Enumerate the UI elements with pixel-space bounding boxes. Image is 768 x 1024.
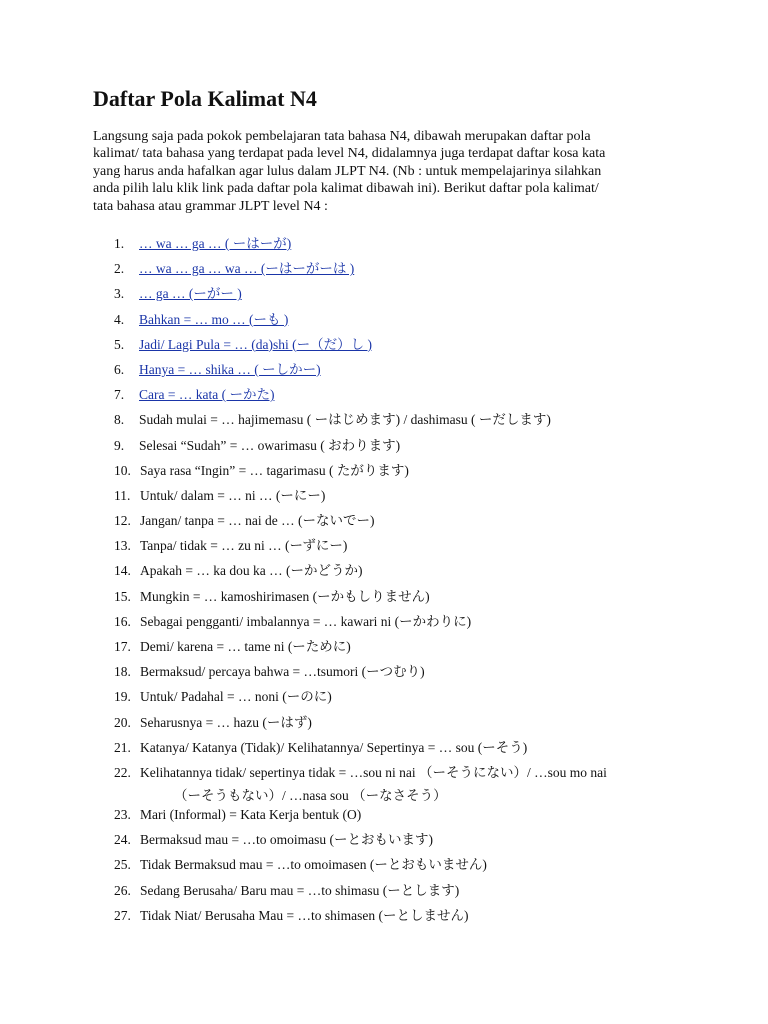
list-item <box>114 906 734 931</box>
list-item-number: 12. <box>114 513 131 529</box>
list-item <box>114 855 734 880</box>
list-item <box>114 612 734 637</box>
list-item-body <box>140 855 487 880</box>
list-item-number: 1. <box>114 236 125 251</box>
list-item-body <box>140 713 312 738</box>
intro-line: yang harus anda hafalkan agar lulus dalam JLPT N4. (Nb : untuk mempelajarinya silahkan <box>93 163 602 179</box>
list-item-number: 21. <box>114 739 131 755</box>
list-item-body <box>140 612 471 637</box>
intro-paragraph <box>93 128 673 215</box>
list-item-body <box>140 738 527 763</box>
list-item-number: 16. <box>114 613 131 629</box>
list-item-number: 23. <box>114 806 131 822</box>
list-item-number: 19. <box>114 689 131 705</box>
pattern-text-continuation: （ーそうもない）/ …nasa sou （ーなさそう） <box>174 787 447 803</box>
intro-line: kalimat/ tata bahasa yang terdapat pada level N4, didalamnya juga terdapat daftar kosa kata <box>93 146 606 162</box>
list-item-body <box>140 830 433 855</box>
pattern-link[interactable]: Hanya = … shika … ( ーしかー) <box>139 361 321 377</box>
list-item-number: 10. <box>114 462 131 478</box>
list-item-number: 9. <box>114 437 125 453</box>
pattern-text: Tidak Bermaksud mau = …to omoimasen (ーとおもいません) <box>140 857 487 873</box>
list-item <box>114 259 734 284</box>
list-item-body <box>139 310 288 335</box>
list-item <box>114 587 734 612</box>
list-item <box>114 561 734 586</box>
list-item <box>114 385 734 410</box>
list-item-body <box>140 906 468 931</box>
list-item-body <box>139 360 321 385</box>
list-item <box>114 360 734 385</box>
intro-line: Langsung saja pada pokok pembelajaran tata bahasa N4, dibawah merupakan daftar pola <box>93 129 591 144</box>
page-title: Daftar Pola Kalimat N4 <box>93 86 317 111</box>
list-item-body <box>139 436 400 461</box>
list-item <box>114 335 734 360</box>
list-item-number: 18. <box>114 664 131 680</box>
list-item-body <box>139 259 354 284</box>
list-item <box>114 536 734 561</box>
list-item-body <box>140 637 351 662</box>
list-item-body <box>140 511 374 536</box>
pattern-text: Demi/ karena = … tame ni (ーために) <box>140 639 351 654</box>
pattern-link[interactable]: … wa … ga … ( ーはーが) <box>139 236 292 251</box>
list-item-number: 27. <box>114 907 131 923</box>
pattern-link[interactable]: Jadi/ Lagi Pula = … (da)shi (ー（だ）し ) <box>139 336 372 352</box>
list-item-number: 25. <box>114 857 131 873</box>
list-item <box>114 284 734 309</box>
list-item <box>114 234 734 259</box>
pattern-text: Tidak Niat/ Berusaha Mau = …to shimasen (ーとしません) <box>140 907 469 923</box>
list-item-body <box>140 461 409 486</box>
list-item-body <box>140 587 430 612</box>
list-item-body <box>140 561 362 586</box>
list-item-number: 8. <box>114 412 125 428</box>
list-item-body <box>140 536 347 561</box>
grammar-pattern-list <box>114 234 734 931</box>
list-item <box>114 486 734 511</box>
list-item-body <box>139 385 274 410</box>
pattern-link[interactable]: … ga … (ーがー ) <box>139 286 242 302</box>
pattern-text: Sebagai pengganti/ imbalannya = … kawari ni (ーかわりに) <box>140 613 472 629</box>
list-item-number: 26. <box>114 882 131 898</box>
list-item-body <box>140 881 459 906</box>
pattern-link[interactable]: … wa … ga … wa … (ーはーがーは ) <box>139 261 355 277</box>
list-item <box>114 637 734 662</box>
list-item <box>114 805 734 830</box>
list-item <box>114 881 734 906</box>
list-item-number: 24. <box>114 832 131 848</box>
list-item <box>114 738 734 763</box>
list-item-number: 14. <box>114 563 131 579</box>
list-item-body <box>140 687 332 712</box>
list-item-body <box>140 486 325 511</box>
pattern-text: Tanpa/ tidak = … zu ni … (ーずにー) <box>140 538 348 554</box>
list-item-body <box>140 763 607 805</box>
intro-line: anda pilih lalu klik link pada daftar pola kalimat dibawah ini). Berikut daftar pola kalimat/ <box>93 181 599 197</box>
pattern-text: Bermaksud/ percaya bahwa = …tsumori (ーつむり) <box>140 664 425 680</box>
list-item-number: 6. <box>114 361 125 377</box>
list-item <box>114 410 734 435</box>
list-item-number: 15. <box>114 588 131 604</box>
pattern-text: Mari (Informal) = Kata Kerja bentuk (O) <box>140 806 362 822</box>
list-item-number: 5. <box>114 336 125 352</box>
pattern-text: Sedang Berusaha/ Baru mau = …to shimasu (ーとします) <box>140 882 460 898</box>
list-item-body <box>139 234 291 259</box>
list-item <box>114 763 734 805</box>
intro-line: tata bahasa atau grammar JLPT level N4 : <box>93 198 328 214</box>
list-item <box>114 436 734 461</box>
pattern-text: Saya rasa “Ingin” = … tagarimasu ( たがります) <box>140 462 409 478</box>
pattern-text: Selesai “Sudah” = … owarimasu ( おわります) <box>139 437 401 453</box>
list-item-number: 7. <box>114 387 125 403</box>
pattern-text: Katanya/ Katanya (Tidak)/ Kelihatannya/ Sepertinya = … sou (ーそう) <box>140 739 528 755</box>
list-item-number: 22. <box>114 764 131 780</box>
list-item-number: 4. <box>114 311 125 327</box>
list-item-number: 17. <box>114 639 131 654</box>
list-item-body <box>139 335 372 360</box>
pattern-text: Apakah = … ka dou ka … (ーかどうか) <box>140 563 363 579</box>
list-item <box>114 713 734 738</box>
list-item-number: 3. <box>114 286 125 302</box>
list-item-number: 2. <box>114 261 125 277</box>
list-item <box>114 511 734 536</box>
pattern-text: Untuk/ Padahal = … noni (ーのに) <box>140 689 332 705</box>
pattern-text: Kelihatannya tidak/ sepertinya tidak = …sou ni nai （ーそうにない）/ …sou mo nai <box>140 764 607 780</box>
list-item-body <box>139 410 551 435</box>
list-item <box>114 662 734 687</box>
list-item-body <box>140 805 361 830</box>
pattern-text: Sudah mulai = … hajimemasu ( ーはじめます) / dashimasu ( ーだします) <box>139 412 551 428</box>
list-item-number: 11. <box>114 487 131 503</box>
list-item-body <box>139 284 242 309</box>
list-item-body <box>140 662 425 687</box>
pattern-text: Bermaksud mau = …to omoimasu (ーとおもいます) <box>140 832 433 848</box>
list-item <box>114 687 734 712</box>
pattern-text: Seharusnya = … hazu (ーはず) <box>140 714 312 730</box>
pattern-link[interactable]: Bahkan = … mo … (ーも ) <box>139 311 289 327</box>
pattern-link[interactable]: Cara = … kata ( ーかた) <box>139 387 275 403</box>
pattern-text: Untuk/ dalam = … ni … (ーにー) <box>140 487 326 503</box>
list-item-number: 13. <box>114 538 131 554</box>
list-item-number: 20. <box>114 714 131 730</box>
list-item <box>114 830 734 855</box>
list-item <box>114 310 734 335</box>
pattern-text: Jangan/ tanpa = … nai de … (ーないでー) <box>140 513 375 529</box>
list-item <box>114 461 734 486</box>
pattern-text: Mungkin = … kamoshirimasen (ーかもしりません) <box>140 588 430 604</box>
